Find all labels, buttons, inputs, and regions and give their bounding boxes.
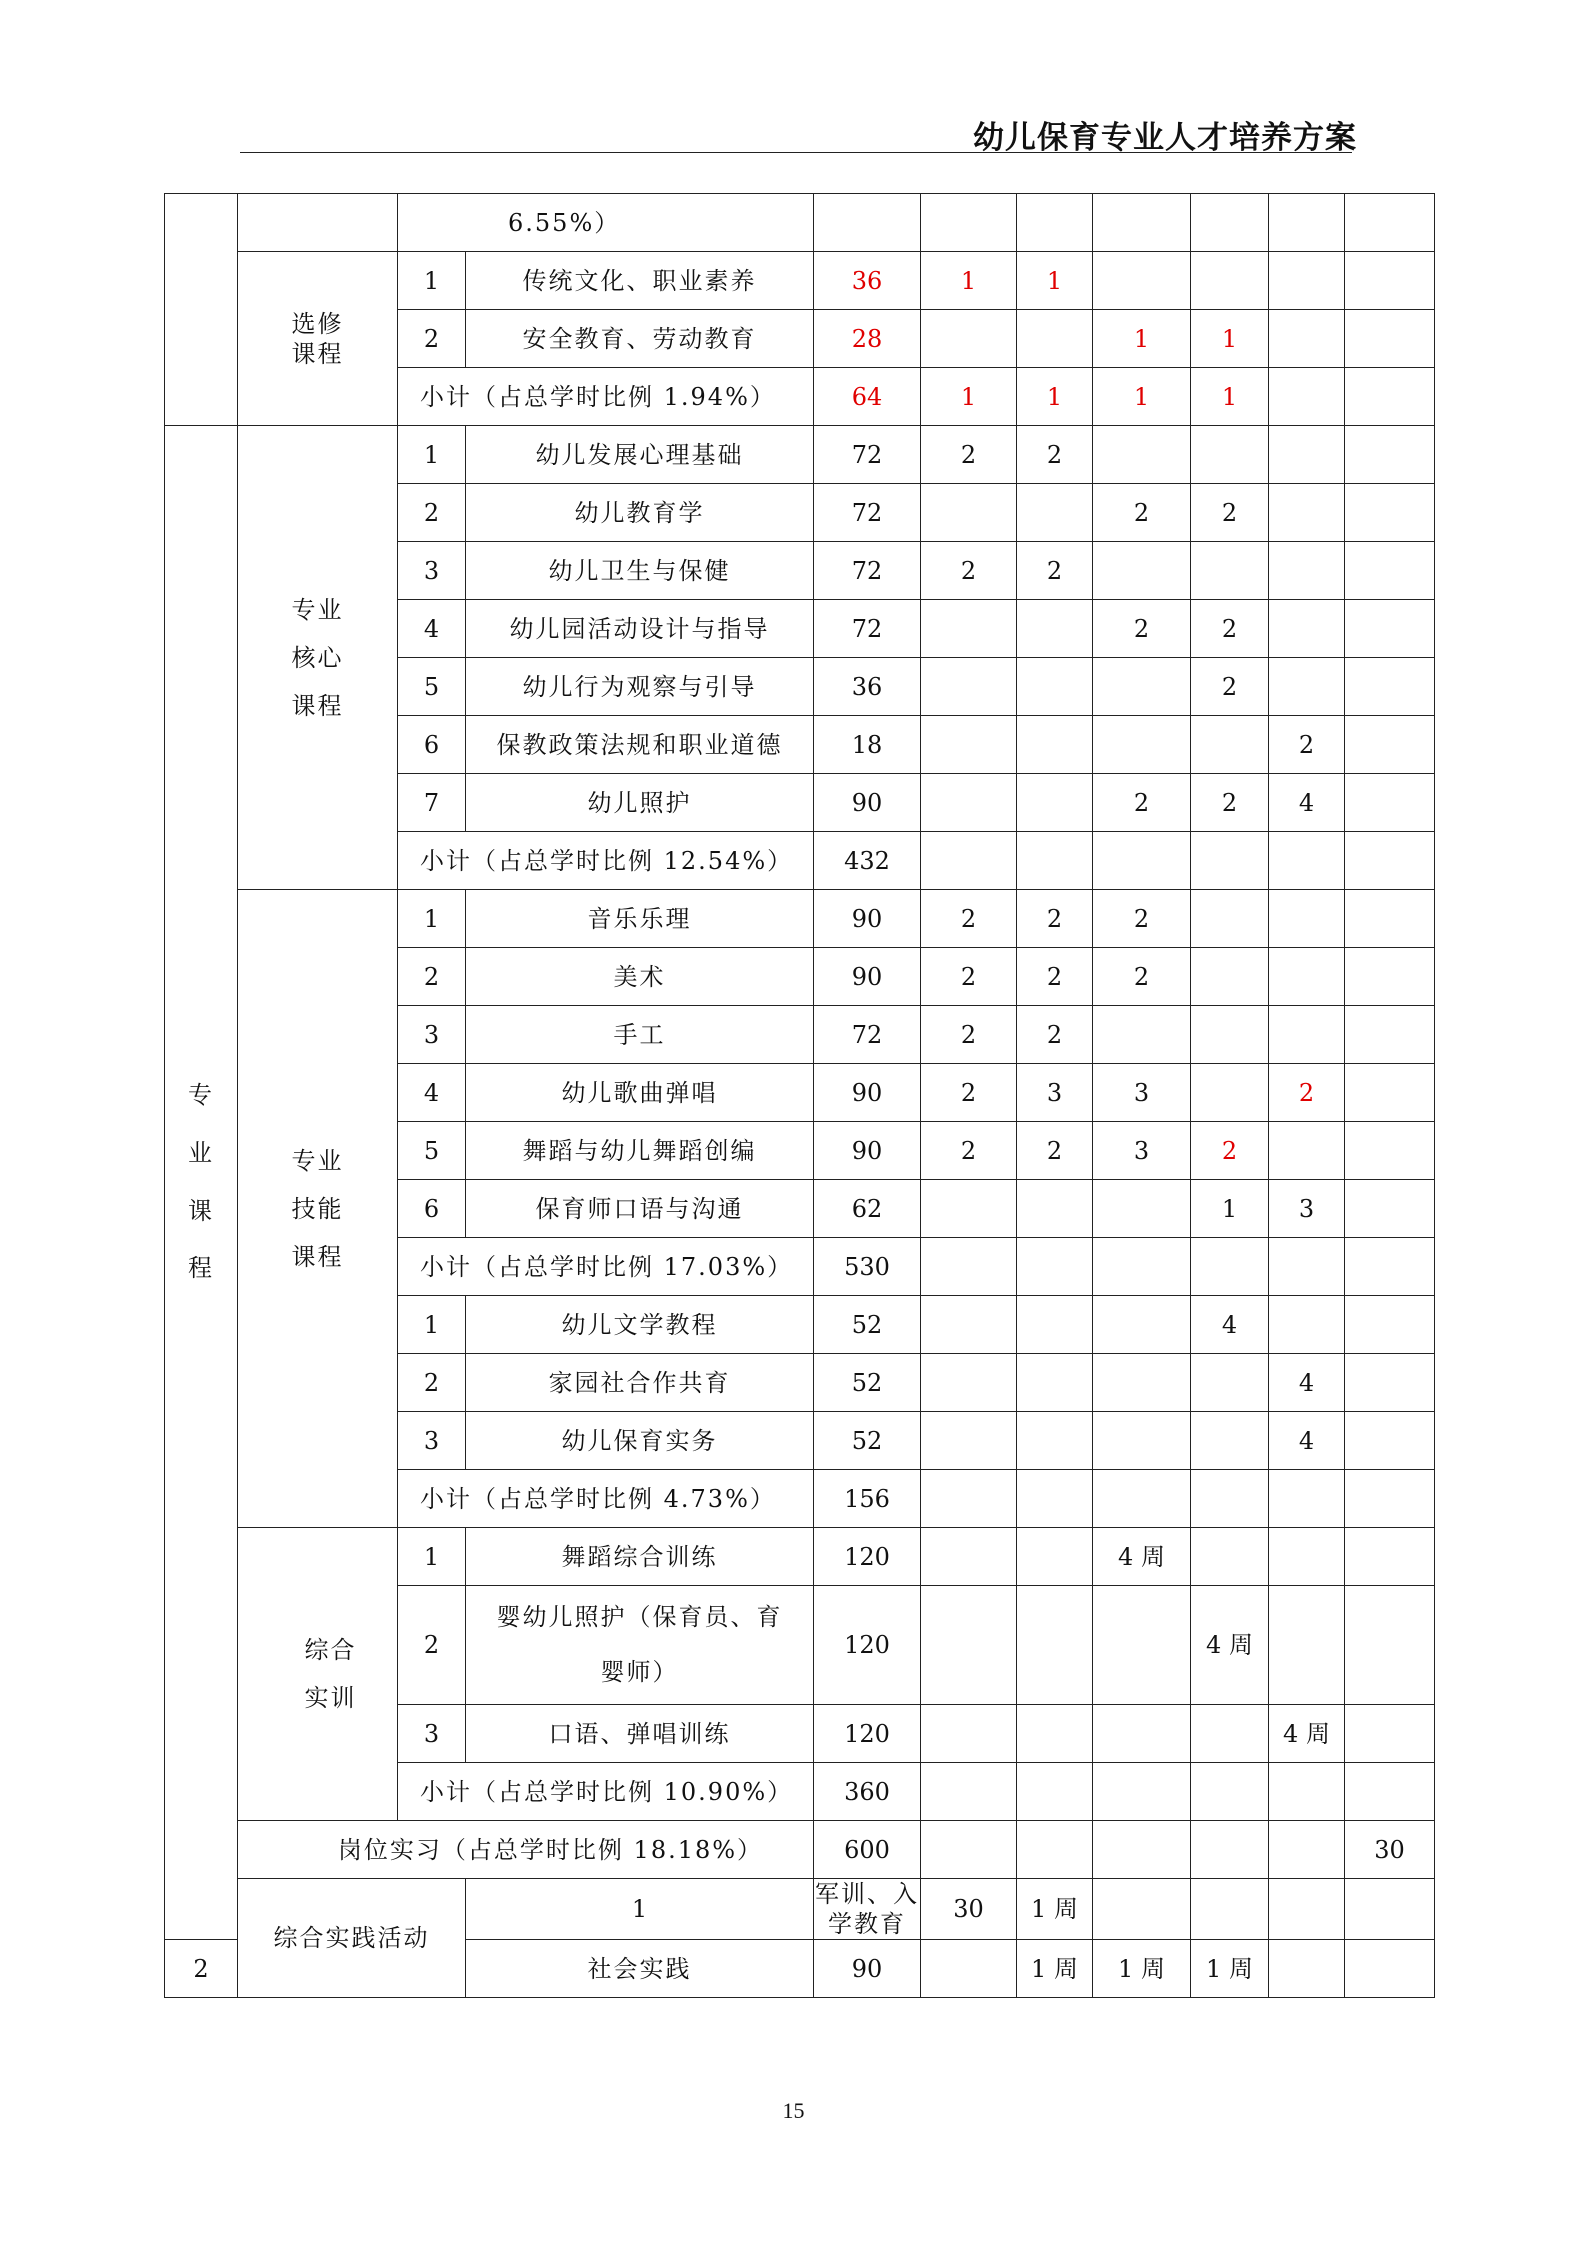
table-row: 综合实践活动 1 军训、入学教育 30 1 周: [165, 1879, 1435, 1940]
subtotal-label: 小计（占总学时比例 1.94%）: [398, 368, 814, 426]
table-row: 岗位实习（占总学时比例 18.18%） 600 30: [165, 1821, 1435, 1879]
course-name: 幼儿保育实务: [466, 1412, 814, 1470]
table-row: 2 社会实践 90 1 周 1 周 1 周: [165, 1940, 1435, 1998]
table-row: 6 保教政策法规和职业道德 18 2: [165, 716, 1435, 774]
course-name: 舞蹈与幼儿舞蹈创编: [466, 1122, 814, 1180]
table-row: 5 幼儿行为观察与引导 36 2: [165, 658, 1435, 716]
table-row: 6 保育师口语与沟通 62 1 3: [165, 1180, 1435, 1238]
course-name: 美术: [466, 948, 814, 1006]
table-row: 2 婴幼儿照护（保育员、育婴师） 120 4 周: [165, 1586, 1435, 1705]
category-label-core: 专业 核心 课程: [238, 426, 398, 890]
subtotal-label: 小计（占总学时比例 10.90%）: [398, 1763, 814, 1821]
course-name: 幼儿园活动设计与指导: [466, 600, 814, 658]
table-row: 5 舞蹈与幼儿舞蹈创编 90 2 2 3 2: [165, 1122, 1435, 1180]
table-row: 4 幼儿园活动设计与指导 72 2 2: [165, 600, 1435, 658]
course-name: 安全教育、劳动教育: [466, 310, 814, 368]
table-row: [165, 194, 1435, 252]
course-name: 保育师口语与沟通: [466, 1180, 814, 1238]
course-name: 幼儿歌曲弹唱: [466, 1064, 814, 1122]
category-label-skill: 专业 技能 课程: [238, 890, 398, 1528]
page-number: 15: [782, 2098, 805, 2123]
table-row: 2 家园社合作共育 52 4: [165, 1354, 1435, 1412]
course-name: 传统文化、职业素养: [466, 252, 814, 310]
category-label-training: 综合 实训: [238, 1528, 398, 1821]
category-cell: [238, 194, 398, 252]
table-row: 综合 实训 1 舞蹈综合训练 120 4 周: [165, 1528, 1435, 1586]
table-row: 3 幼儿卫生与保健 72 2 2: [165, 542, 1435, 600]
internship-label: 岗位实习（占总学时比例 18.18%）: [238, 1821, 814, 1879]
table-row: 3 手工 72 2 2: [165, 1006, 1435, 1064]
table-row: 2 美术 90 2 2 2: [165, 948, 1435, 1006]
course-name: 婴幼儿照护（保育员、育婴师）: [466, 1586, 814, 1705]
table-row: 7 幼儿照护 90 2 2 4: [165, 774, 1435, 832]
group-cell: [165, 194, 238, 426]
category-label-elective: 选修 课程: [238, 252, 398, 426]
table-row: 专业 技能 课程 1 音乐乐理 90 2 2 2: [165, 890, 1435, 948]
course-name: 幼儿卫生与保健: [466, 542, 814, 600]
table-row: 3 口语、弹唱训练 120 4 周: [165, 1705, 1435, 1763]
table-row: 小计（占总学时比例 17.03%） 530: [165, 1238, 1435, 1296]
table-row: 小计（占总学时比例 10.90%） 360: [165, 1763, 1435, 1821]
course-name: 口语、弹唱训练: [466, 1705, 814, 1763]
course-name: 社会实践: [466, 1940, 814, 1998]
course-name: 幼儿文学教程: [466, 1296, 814, 1354]
header-rule: [240, 152, 1352, 153]
subtotal-label: 小计（占总学时比例 4.73%）: [398, 1470, 814, 1528]
table-row: 2 幼儿教育学 72 2 2: [165, 484, 1435, 542]
course-name: 舞蹈综合训练: [466, 1528, 814, 1586]
table-row: 4 幼儿歌曲弹唱 90 2 3 3 2: [165, 1064, 1435, 1122]
table-row: 3 幼儿保育实务 52 4: [165, 1412, 1435, 1470]
table-row: 小计（占总学时比例 12.54%） 432: [165, 832, 1435, 890]
course-name: 军训、入学教育: [815, 1880, 919, 1938]
group-label-major: 专 业 课 程: [165, 426, 238, 1940]
table-row: 专 业 课 程 专业 核心 课程 1 幼儿发展心理基础 72 2 2: [165, 426, 1435, 484]
subtotal-label: 小计（占总学时比例 17.03%）: [398, 1238, 814, 1296]
category-label-practice: 综合实践活动: [238, 1879, 466, 1998]
course-name: 幼儿发展心理基础: [466, 426, 814, 484]
table-row: 小计（占总学时比例 1.94%） 64 1 1 1 1: [165, 368, 1435, 426]
subtotal-label: 6.55%）: [398, 194, 814, 252]
course-name: 幼儿照护: [466, 774, 814, 832]
course-name: 幼儿教育学: [466, 484, 814, 542]
table-row: 1 幼儿文学教程 52 4: [165, 1296, 1435, 1354]
course-name: 音乐乐理: [466, 890, 814, 948]
course-name: 幼儿行为观察与引导: [466, 658, 814, 716]
table-row: 选修 课程 1 传统文化、职业素养 36 1 1: [165, 252, 1435, 310]
course-name: 家园社合作共育: [466, 1354, 814, 1412]
subtotal-label: 小计（占总学时比例 12.54%）: [398, 832, 814, 890]
course-name: 保教政策法规和职业道德: [466, 716, 814, 774]
curriculum-table: [164, 193, 1435, 1998]
document-header-title: 幼儿保育专业人才培养方案: [973, 120, 1357, 156]
course-name: 手工: [466, 1006, 814, 1064]
table-row: 小计（占总学时比例 4.73%） 156: [165, 1470, 1435, 1528]
table-row: 2 安全教育、劳动教育 28 1 1: [165, 310, 1435, 368]
